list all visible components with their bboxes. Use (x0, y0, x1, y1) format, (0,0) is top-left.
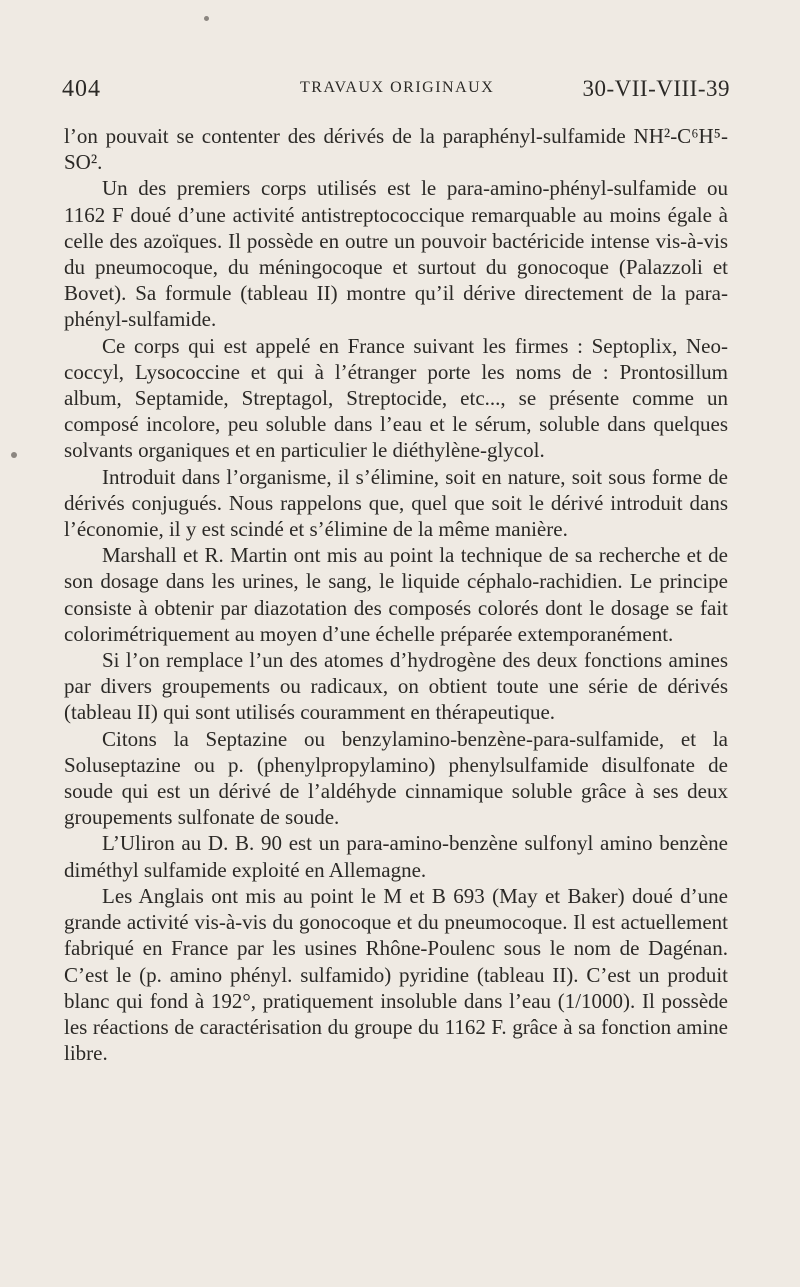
running-header (62, 76, 730, 104)
paragraph: Introduit dans l’organisme, il s’élimine, soit en nature, soit sous forme de dérivés conjugués. Nous rappelons que, quel que soit le dérivé introduit dans l’économie, il y est scindé et s’élimine de la même manière. (64, 464, 728, 542)
paragraph: Marshall et R. Martin ont mis au point la technique de sa recherche et de son dosage dans les urines, le sang, le liquide céphalo-rachidien. Le principe consiste à obtenir par diazotation des composés colorés dont le dosage se fait colorimétriquement au moyen d’une échelle préparée extemporanément. (64, 543, 728, 646)
issue-date: 30-VII-VIII-39 (582, 76, 730, 101)
paragraph: l’on pouvait se contenter des dérivés de la paraphényl-sulfamide NH²-C⁶H⁵-SO². (64, 124, 728, 175)
body-text (64, 123, 728, 1066)
paragraph: L’Uliron au D. B. 90 est un para-amino-benzène sulfonyl amino benzène diméthyl sulfamide exploité en Allemagne. (64, 831, 728, 882)
paragraph: Les Anglais ont mis au point le M et B 693 (May et Baker) doué d’une grande activité vis-à-vis du gonocoque et du pneumocoque. Il est actuellement fabriqué en France par les usines Rhône-Poulenc sous le nom de Dagénan. C’est le (p. amino phényl. sulfamido) pyridine (tableau II). C’est un produit blanc qui fond à 192°, pratiquement insoluble dans l’eau (1/1000). Il possède les réactions de caractérisation du groupe du 1162 F. grâce à sa fonction amine libre. (64, 883, 728, 1066)
paper-speck (11, 452, 17, 458)
paragraph: Ce corps qui est appelé en France suivant les firmes : Septoplix, Neo-coccyl, Lysococcine et qui à l’étranger porte les noms de : Prontosillum album, Septamide, Streptagol, Streptocide, etc..., se présente comme un composé incolore, peu soluble dans l’eau et le sérum, soluble dans quelques solvants organiques et en particulier le diéthylène-glycol. (64, 333, 728, 463)
paragraph: Si l’on remplace l’un des atomes d’hydrogène des deux fonctions amines par divers groupements ou radicaux, on obtient toute une série de dérivés (tableau II) qui sont utilisés couramment en thérapeutique. (64, 648, 728, 725)
running-title: TRAVAUX ORIGINAUX (300, 79, 495, 96)
paragraph: Un des premiers corps utilisés est le para-amino-phényl-sulfamide ou 1162 F doué d’une activité antistreptococcique remarquable au moins égale à celle des azoïques. Il possède en outre un pouvoir bactéricide intense vis-à-vis du pneumocoque, du méningocoque et surtout du gonocoque (Palazzoli et Bovet). Sa formule (tableau II) montre qu’il dérive directement de la para-phényl-sulfamide. (64, 176, 728, 332)
paper-speck (204, 16, 209, 21)
page-number: 404 (62, 76, 101, 102)
paragraph: Citons la Septazine ou benzylamino-benzène-para-sulfamide, et la Soluseptazine ou p. (phenylpropylamino) phenylsulfamide disulfonate de soude qui est un dérivé de l’aldéhyde cinnamique soluble grâce à ses deux groupements sulfonate de soude. (64, 726, 728, 830)
